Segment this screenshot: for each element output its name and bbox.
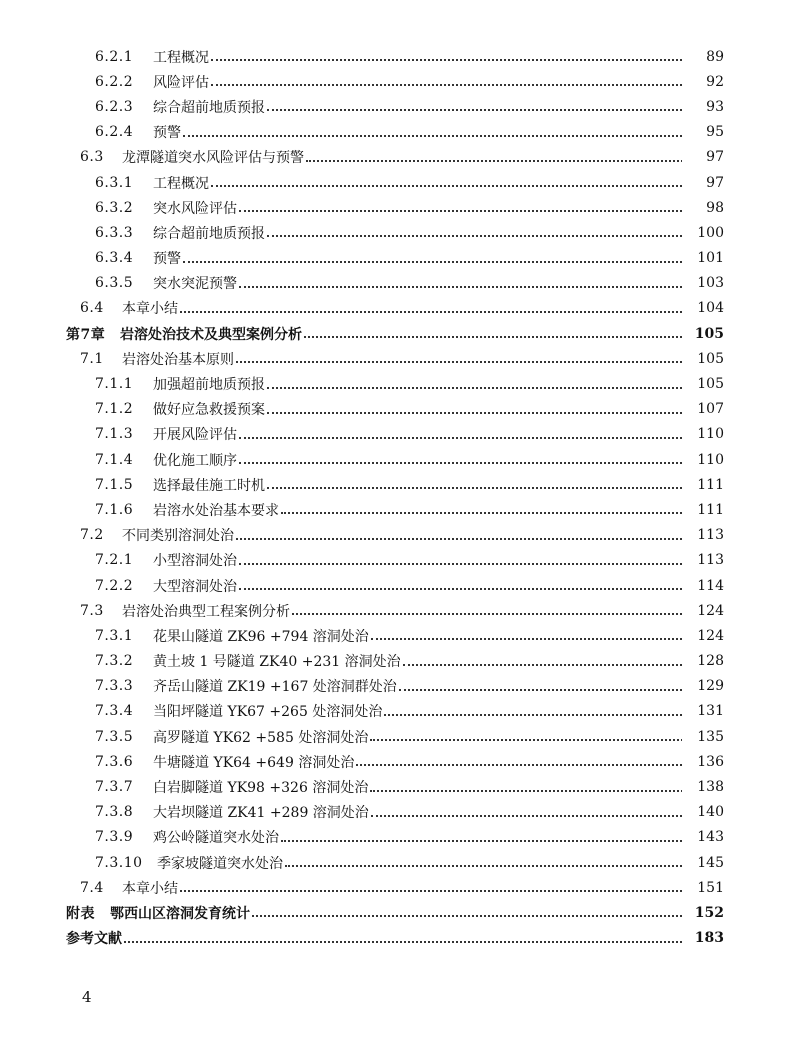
toc-entry-page: 124 [682, 628, 724, 644]
toc-entry-title: 花果山隧道 ZK96 +794 溶洞处治 [153, 628, 369, 645]
toc-entry-page: 95 [682, 124, 724, 140]
dot-leader [306, 159, 722, 162]
dot-leader [180, 889, 722, 892]
toc-entry[interactable] [0, 44, 790, 69]
toc-entry[interactable] [0, 246, 790, 271]
dot-leader [236, 360, 722, 363]
toc-entry-title: 预警 [153, 125, 181, 142]
toc-entry[interactable] [0, 397, 790, 422]
toc-entry-number: 7.2.2 [95, 577, 134, 594]
toc-entry-title: 综合超前地质预报 [153, 225, 265, 242]
toc-entry[interactable] [0, 195, 790, 220]
toc-entry-number: 6.3.1 [95, 174, 134, 191]
toc-entry-page: 124 [682, 603, 724, 619]
toc-entry-page: 183 [682, 930, 724, 946]
toc-entry-page: 97 [682, 175, 724, 191]
toc-entry[interactable] [0, 850, 790, 875]
toc-entry-title: 鸡公岭隧道突水处治 [153, 830, 279, 847]
toc-entry[interactable] [0, 271, 790, 296]
toc-entry-page: 89 [682, 49, 724, 65]
toc-entry-page: 110 [682, 452, 724, 468]
toc-entry-title: 齐岳山隧道 ZK19 +167 处溶洞群处治 [153, 679, 397, 696]
toc-entry[interactable] [0, 346, 790, 371]
dot-leader [267, 386, 722, 389]
toc-entry-page: 114 [682, 578, 724, 594]
toc-entry-title: 大岩坝隧道 ZK41 +289 溶洞处治 [153, 805, 369, 822]
toc-entry[interactable] [0, 649, 790, 674]
toc-entry-number: 7.1.5 [95, 476, 134, 493]
toc-entry-number: 7.1.2 [95, 401, 134, 418]
toc-entry[interactable] [0, 145, 790, 170]
toc-entry-page: 105 [682, 326, 724, 342]
dot-leader [370, 789, 722, 792]
toc-entry-number: 7.3.2 [95, 653, 134, 670]
toc-entry[interactable] [0, 371, 790, 396]
dot-leader [356, 763, 722, 766]
toc-entry-title: 小型溶洞处治 [153, 553, 237, 570]
toc-entry-number: 6.2.1 [95, 48, 134, 65]
toc-entry-number: 6.2.4 [95, 124, 134, 141]
toc-entry-title: 风险评估 [153, 74, 209, 91]
toc-entry-page: 100 [682, 225, 724, 241]
toc-entry-number: 6.3.2 [95, 199, 134, 216]
toc-entry-page: 113 [682, 552, 724, 568]
dot-leader [239, 285, 722, 288]
page-number: 4 [82, 988, 92, 1006]
toc-entry[interactable] [0, 774, 790, 799]
toc-entry-title: 预警 [153, 251, 181, 268]
dot-leader [292, 612, 722, 615]
toc-entry[interactable] [0, 120, 790, 145]
toc-entry-page: 104 [682, 300, 724, 316]
toc-entry-title: 工程概况 [153, 175, 209, 192]
toc-entry-title: 鄂西山区溶洞发育统计 [110, 905, 250, 922]
toc-entry-title: 开展风险评估 [153, 427, 237, 444]
toc-entry-number: 7.4 [80, 879, 104, 896]
toc-entry-page: 113 [682, 527, 724, 543]
toc-entry-page: 105 [682, 376, 724, 392]
toc-entry-page: 136 [682, 754, 724, 770]
toc-entry-number: 7.1.1 [95, 376, 134, 393]
toc-entry[interactable] [0, 497, 790, 522]
toc-entry[interactable] [0, 548, 790, 573]
dot-leader [211, 83, 722, 86]
toc-entry-number: 7.3.1 [95, 627, 134, 644]
toc-entry-number: 7.3.4 [95, 703, 134, 720]
toc-entry[interactable] [0, 800, 790, 825]
toc-entry-page: 107 [682, 401, 724, 417]
dot-leader [211, 58, 722, 61]
toc-entry[interactable] [0, 699, 790, 724]
toc-entry[interactable] [0, 674, 790, 699]
toc-entry[interactable] [0, 321, 790, 346]
toc-entry-page: 145 [682, 855, 724, 871]
toc-entry[interactable] [0, 472, 790, 497]
toc-entry-page: 129 [682, 678, 724, 694]
toc-entry-page: 93 [682, 99, 724, 115]
dot-leader [384, 713, 722, 716]
toc-entry[interactable] [0, 749, 790, 774]
toc-entry-number: 7.1.6 [95, 501, 134, 518]
toc-entry-number: 7.1 [80, 350, 104, 367]
dot-leader [370, 738, 722, 741]
toc-entry-title: 本章小结 [122, 301, 178, 318]
toc-entry-number: 7.3.8 [95, 804, 134, 821]
toc-entry[interactable] [0, 69, 790, 94]
table-of-contents [0, 44, 790, 951]
toc-entry-title: 选择最佳施工时机 [153, 477, 265, 494]
toc-entry[interactable] [0, 422, 790, 447]
dot-leader [239, 209, 722, 212]
toc-entry[interactable] [0, 447, 790, 472]
toc-entry-number: 7.1.3 [95, 426, 134, 443]
toc-entry-number: 6.2.2 [95, 73, 134, 90]
dot-leader [183, 134, 722, 137]
toc-entry-number: 6.4 [80, 300, 104, 317]
toc-entry-number: 6.3.4 [95, 250, 134, 267]
toc-entry[interactable] [0, 523, 790, 548]
dot-leader [183, 260, 722, 263]
toc-entry-title: 岩溶处治技术及典型案例分析 [120, 326, 302, 343]
toc-entry-number: 7.2.1 [95, 552, 134, 569]
toc-entry-number: 6.2.3 [95, 98, 134, 115]
toc-entry-title: 优化施工顺序 [153, 452, 237, 469]
toc-entry-page: 143 [682, 829, 724, 845]
toc-entry-title: 黄土坡 1 号隧道 ZK40 +231 溶洞处治 [153, 654, 401, 671]
dot-leader [267, 486, 722, 489]
toc-entry-title: 牛塘隧道 YK64 +649 溶洞处治 [153, 754, 355, 771]
toc-entry-page: 97 [682, 149, 724, 165]
toc-entry-title: 做好应急救援预案 [153, 402, 265, 419]
dot-leader [267, 411, 722, 414]
dot-leader [399, 688, 722, 691]
toc-entry[interactable] [0, 926, 790, 951]
toc-entry[interactable] [0, 623, 790, 648]
toc-entry-number: 第7章 [66, 326, 106, 343]
toc-entry-title: 龙潭隧道突水风险评估与预警 [122, 150, 304, 167]
toc-entry-title: 加强超前地质预报 [153, 377, 265, 394]
toc-entry[interactable] [0, 875, 790, 900]
dot-leader [239, 436, 722, 439]
toc-entry[interactable] [0, 94, 790, 119]
toc-entry-title: 岩溶处治典型工程案例分析 [122, 603, 290, 620]
toc-entry[interactable] [0, 825, 790, 850]
toc-entry-title: 综合超前地质预报 [153, 99, 265, 116]
toc-entry-number: 7.3 [80, 602, 104, 619]
toc-entry-title: 工程概况 [153, 49, 209, 66]
dot-leader [252, 914, 722, 917]
dot-leader [267, 108, 722, 111]
toc-entry-page: 128 [682, 653, 724, 669]
toc-entry[interactable] [0, 296, 790, 321]
toc-entry-title: 岩溶水处治基本要求 [153, 502, 279, 519]
toc-entry-title: 大型溶洞处治 [153, 578, 237, 595]
toc-entry-title: 高罗隧道 YK62 +585 处溶洞处治 [153, 729, 369, 746]
toc-entry-number: 6.3.5 [95, 275, 134, 292]
dot-leader [239, 461, 722, 464]
dot-leader [403, 663, 722, 666]
dot-leader [239, 587, 722, 590]
toc-entry-page: 151 [682, 880, 724, 896]
toc-entry-number: 7.3.9 [95, 829, 134, 846]
dot-leader [281, 839, 722, 842]
toc-entry-number: 6.3 [80, 149, 104, 166]
toc-entry[interactable] [0, 900, 790, 925]
toc-entry-title: 白岩脚隧道 YK98 +326 溶洞处治 [153, 780, 369, 797]
toc-entry-number: 7.3.7 [95, 779, 134, 796]
toc-entry-page: 98 [682, 200, 724, 216]
dot-leader [304, 335, 722, 338]
toc-entry-page: 152 [682, 905, 724, 921]
toc-entry-page: 111 [682, 502, 724, 518]
toc-entry-title: 当阳坪隧道 YK67 +265 处溶洞处治 [153, 704, 383, 721]
toc-entry-number: 6.3.3 [95, 224, 134, 241]
toc-entry[interactable] [0, 220, 790, 245]
toc-entry-number: 附表 [66, 905, 95, 922]
toc-entry-page: 138 [682, 779, 724, 795]
toc-entry[interactable] [0, 598, 790, 623]
toc-entry-page: 110 [682, 426, 724, 442]
toc-entry-page: 101 [682, 250, 724, 266]
toc-entry-title: 突水突泥预警 [153, 276, 237, 293]
toc-entry-number: 7.3.6 [95, 753, 134, 770]
toc-entry-title: 岩溶处治基本原则 [122, 351, 234, 368]
toc-entry-number: 7.3.3 [95, 678, 134, 695]
toc-entry-title: 参考文献 [66, 931, 122, 948]
dot-leader [371, 637, 722, 640]
toc-entry-page: 135 [682, 729, 724, 745]
dot-leader [285, 864, 722, 867]
toc-entry-number: 7.2 [80, 527, 104, 544]
dot-leader [180, 310, 722, 313]
dot-leader [236, 537, 722, 540]
dot-leader [239, 562, 722, 565]
dot-leader [124, 940, 722, 943]
dot-leader [281, 511, 722, 514]
toc-entry[interactable] [0, 724, 790, 749]
toc-entry-number: 7.1.4 [95, 451, 134, 468]
toc-entry-title: 本章小结 [122, 880, 178, 897]
toc-entry-page: 140 [682, 804, 724, 820]
dot-leader [371, 814, 722, 817]
dot-leader [267, 234, 722, 237]
toc-entry-page: 111 [682, 477, 724, 493]
toc-entry[interactable] [0, 573, 790, 598]
toc-entry-page: 92 [682, 74, 724, 90]
toc-entry-title: 不同类别溶洞处治 [122, 528, 234, 545]
toc-entry-number: 7.3.10 [95, 854, 143, 871]
toc-entry[interactable] [0, 170, 790, 195]
toc-entry-title: 突水风险评估 [153, 200, 237, 217]
toc-entry-number: 7.3.5 [95, 728, 134, 745]
toc-entry-title: 季家坡隧道突水处治 [157, 855, 283, 872]
dot-leader [211, 184, 722, 187]
toc-entry-page: 103 [682, 275, 724, 291]
toc-entry-page: 131 [682, 703, 724, 719]
toc-entry-page: 105 [682, 351, 724, 367]
